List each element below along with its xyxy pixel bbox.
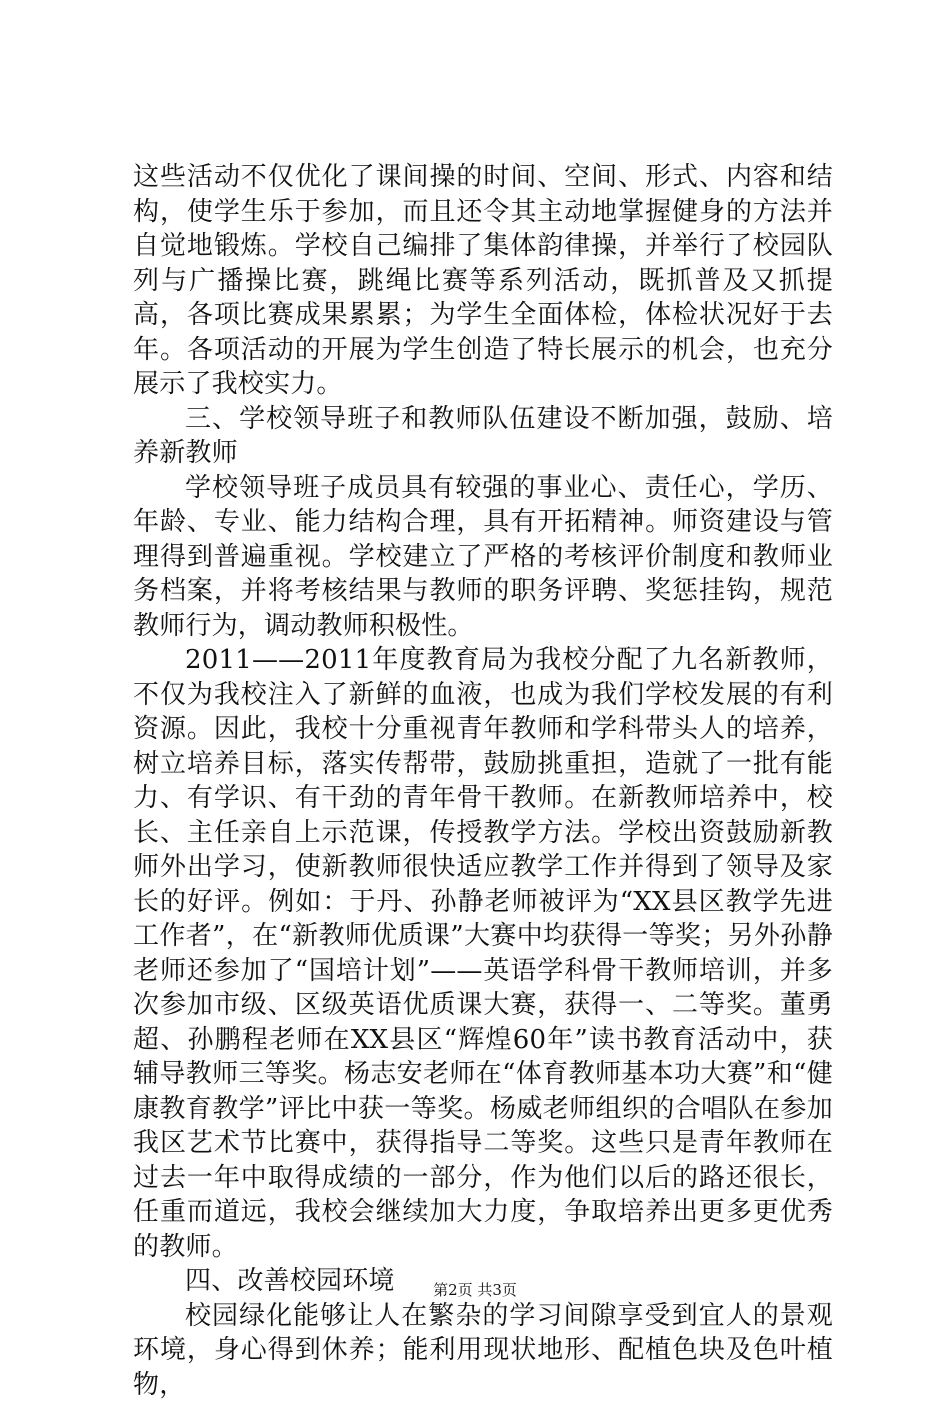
paragraph-new-teachers: 2011——2011年度教育局为我校分配了九名新教师，不仅为我校注入了新鲜的血液，也成为我们学校发展的有利资源。因此，我校十分重视青年教师和学科带头人的培养，树立培养目标，落实传帮带，鼓励挑重担，造就了一批有能力、有学识、有干劲的青年骨干教师。在新教师培养中，校长、主任亲自上示范课，传授教学方法。学校出资鼓励新教师外出学习，使新教师很快适应教学工作并得到了领导及家长的好评。例如：于丹、孙静老师被评为“XX县区教学先进工作者”，在“新教师优质课”大赛中均获得一等奖；另外孙静老师还参加了“国培计划”——英语学科骨干教师培训，并多次参加市级、区级英语优质课大赛，获得一、二等奖。董勇超、孙鹏程老师在XX县区“辉煌60年”读书教育活动中，获辅导教师三等奖。杨志安老师在“体育教师基本功大赛”和“健康教育教学”评比中获一等奖。杨威老师组织的合唱队在参加我区艺术节比赛中，获得指导二等奖。这些只是青年教师在过去一年中取得成绩的一部分，作为他们以后的路还很长，任重而道远，我校会继续加大力度，争取培养出更多更优秀的教师。	[133, 643, 833, 1264]
page-number-footer: 第2页 共3页	[0, 1280, 950, 1300]
heading-section-three: 三、学校领导班子和教师队伍建设不断加强，鼓励、培养新教师	[133, 402, 833, 471]
heading-section-four: 四、改善校园环境	[133, 1264, 833, 1299]
document-body	[133, 160, 833, 1402]
paragraph-leadership: 学校领导班子成员具有较强的事业心、责任心，学历、年龄、专业、能力结构合理，具有开拓精神。师资建设与管理得到普遍重视。学校建立了严格的考核评价制度和教师业务档案，并将考核结果与教师的职务评聘、奖惩挂钩，规范教师行为，调动教师积极性。	[133, 471, 833, 644]
paragraph-campus-greening: 校园绿化能够让人在繁杂的学习间隙享受到宜人的景观环境，身心得到休养；能利用现状地形、配植色块及色叶植物，	[133, 1299, 833, 1402]
paragraph-activities: 这些活动不仅优化了课间操的时间、空间、形式、内容和结构，使学生乐于参加，而且还令其主动地掌握健身的方法并自觉地锻炼。学校自己编排了集体韵律操，并举行了校园队列与广播操比赛，跳绳比赛等系列活动，既抓普及又抓提高，各项比赛成果累累；为学生全面体检，体检状况好于去年。各项活动的开展为学生创造了特长展示的机会，也充分展示了我校实力。	[133, 160, 833, 402]
